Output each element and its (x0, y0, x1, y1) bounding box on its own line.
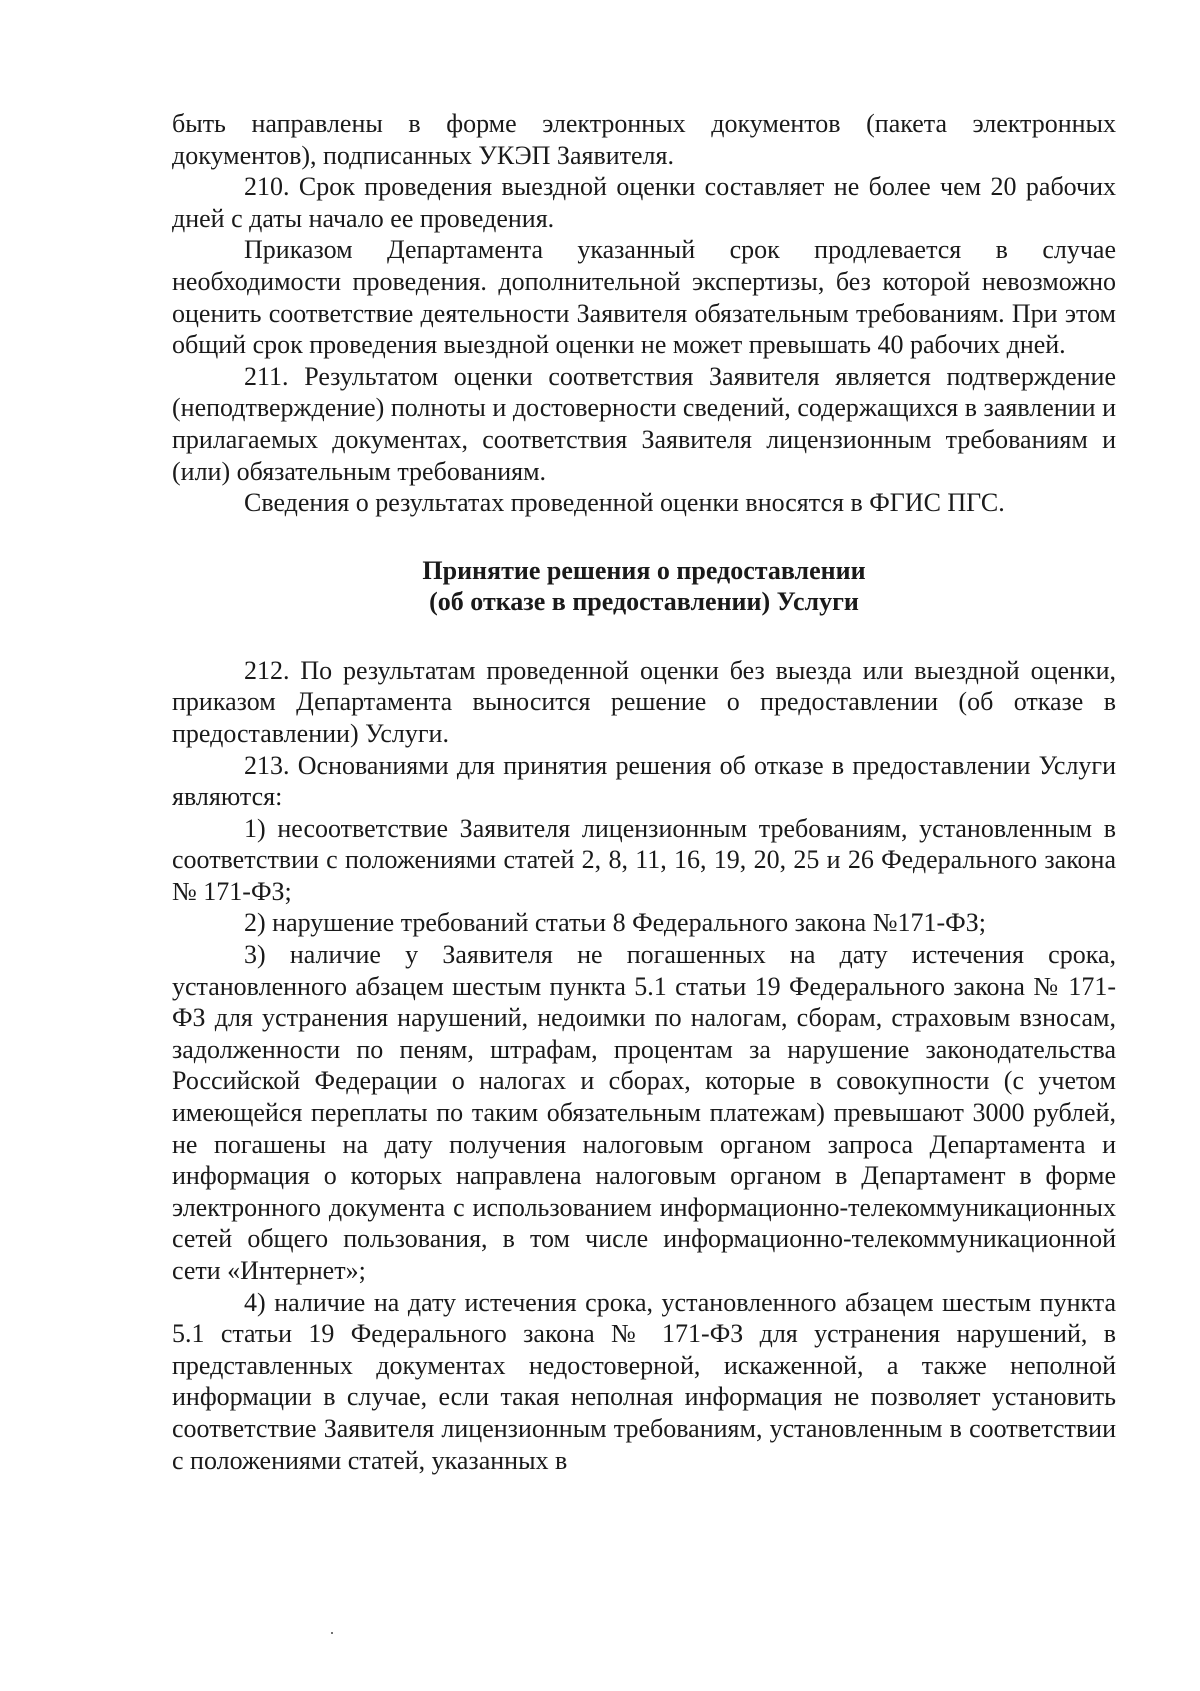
paragraph-results-info: Сведения о результатах проведенной оценки вносятся в ФГИС ПГС. (244, 488, 1005, 518)
section-heading (172, 555, 1116, 617)
section-heading-line-1: Принятие решения о предоставлении (422, 555, 866, 585)
paragraph-extension: Приказом Департамента указанный срок продлевается в случае необходимости проведения. дополнительной экспертизы, без которой невозможно оценить соответствие деятельности Заявителя обязательным требованиям. При этом общий срок проведения выездной оценки не может превышать 40 рабочих дней. (172, 235, 1116, 360)
paragraph-212: 212. По результатам проведенной оценки без выезда или выездной оценки, приказом Департамента выносится решение о предоставлении (об отказе в предоставлении) Услуги. (172, 655, 1116, 748)
paragraph-211: 211. Результатом оценки соответствия Заявителя является подтверждение (неподтверждение) полноты и достоверности сведений, содержащихся в заявлении и прилагаемых документах, соответствия Заявителя лицензионным требованиям и (или) обязательным требованиям. (172, 361, 1116, 486)
paragraph-continuation: быть направлены в форме электронных документов (пакета электронных документов), подписанных УКЭП Заявителя. (172, 109, 1116, 170)
list-item-1: 1) несоответствие Заявителя лицензионным требованиям, установленным в соответствии с положениями статей 2, 8, 11, 16, 19, 20, 25 и 26 Федерального закона № 171-ФЗ; (172, 813, 1116, 906)
list-item-2: 2) нарушение требований статьи 8 Федерального закона №171-ФЗ; (244, 908, 986, 938)
list-item-3: 3) наличие у Заявителя не погашенных на дату истечения срока, установленного абзацем шестым пункта 5.1 статьи 19 Федерального закона № 171-ФЗ для устранения нарушений, недоимки по налогам, сборам, страховым взносам, задолженности по пеням, штрафам, процентам за нарушение законодательства Российской Федерации о налогах и сборах, которые в совокупности (с учетом имеющейся переплаты по таким обязательным платежам) превышают 3000 рублей, не погашены на дату получения налоговым органом запроса Департамента и информация о которых направлена налоговым органом в Департамент в форме электронного документа с использованием информационно-телекоммуникационных сетей общего пользования, в том числе информационно-телекоммуникационной сети «Интернет»; (172, 940, 1116, 1285)
document-body (172, 108, 1116, 1476)
paragraph-213: 213. Основаниями для принятия решения об отказе в предоставлении Услуги являются: (172, 750, 1116, 812)
section-heading-line-2: (об отказе в предоставлении) Услуги (429, 586, 859, 616)
paragraph-210: 210. Срок проведения выездной оценки составляет не более чем 20 рабочих дней с даты начало ее проведения. (172, 172, 1116, 233)
scan-speck (331, 1632, 333, 1634)
list-item-4: 4) наличие на дату истечения срока, установленного абзацем шестым пункта 5.1 статьи 19 Федерального закона № 171-ФЗ для устранения нарушений, в представленных документах недостоверной, искаженной, а также неполной информации в случае, если такая неполная информация не позволяет установить соответствие Заявителя лицензионным требованиям, установленным в соответствии с положениями статей, указанных в (172, 1287, 1116, 1475)
